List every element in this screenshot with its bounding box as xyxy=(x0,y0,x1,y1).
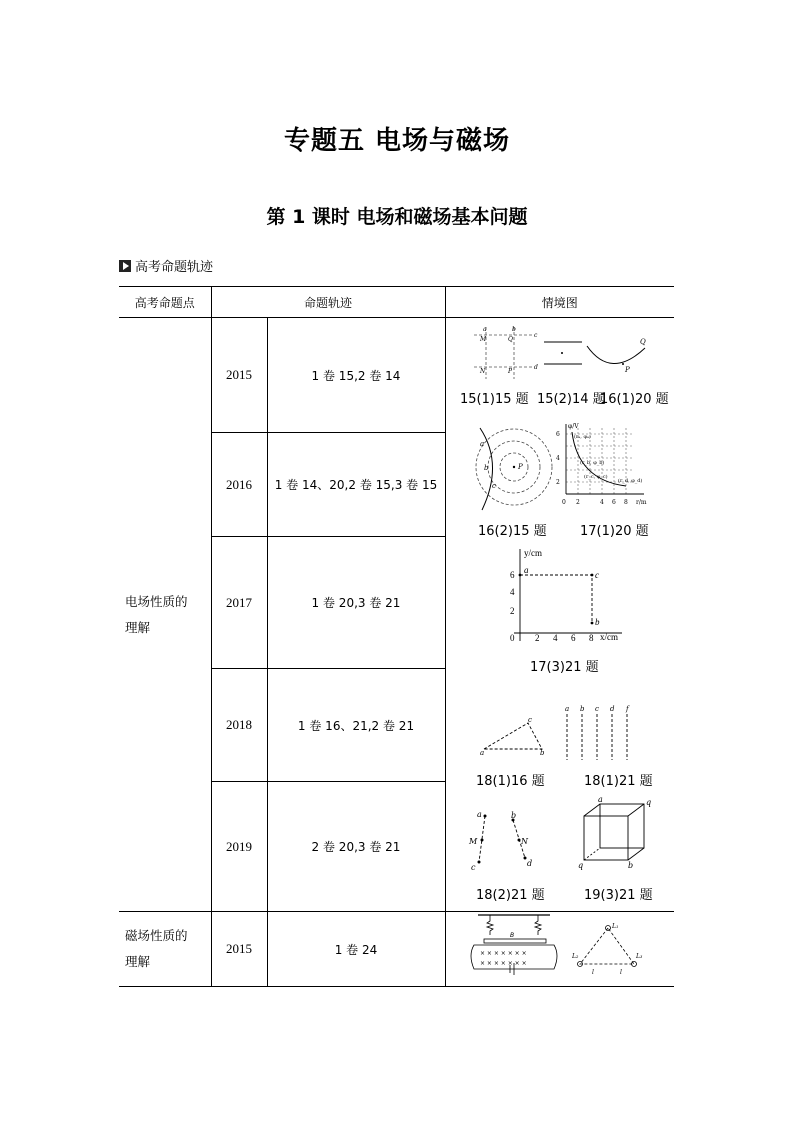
figure-16-1-20 xyxy=(583,334,653,378)
figure-15-1-15 xyxy=(470,325,540,383)
year-cell: 2018 xyxy=(211,669,267,782)
label-P: P xyxy=(518,463,523,471)
x-tick: 8 xyxy=(624,499,628,506)
caption-16-1-20: 16(1)20 题 xyxy=(600,392,669,407)
point-label: (r_c, φ_c) xyxy=(584,474,608,480)
label-M: M xyxy=(469,837,478,846)
label-d: d xyxy=(534,364,538,371)
label-a: a xyxy=(480,749,485,757)
point-c: c xyxy=(595,570,599,580)
label-q: q xyxy=(578,861,584,870)
figure-15-2-14 xyxy=(540,336,586,376)
track-cell: 1 卷 16、21,2 卷 21 xyxy=(267,669,445,782)
label-b: b xyxy=(484,464,489,472)
section-heading-label: 高考命题轨迹 xyxy=(135,260,214,275)
svg-text:× × × × × × ×: × × × × × × × xyxy=(480,950,527,957)
y-tick: 2 xyxy=(556,479,560,486)
x-axis-label: x/cm xyxy=(600,632,618,642)
x-tick: 6 xyxy=(571,633,576,643)
label-a: a xyxy=(565,705,570,713)
year-cell: 2017 xyxy=(211,537,267,669)
year-cell: 2015 xyxy=(211,318,267,433)
label-d: d xyxy=(527,859,533,868)
label-b: b xyxy=(580,705,585,713)
year-cell: 2016 xyxy=(211,433,267,537)
table-header-row xyxy=(119,287,674,318)
point-b: b xyxy=(595,617,600,627)
label-N: N xyxy=(480,368,486,375)
y-tick: 4 xyxy=(556,455,560,462)
point-label: (rₐ, φₐ) xyxy=(574,434,591,440)
x-tick: 8 xyxy=(589,633,594,643)
label-l: l xyxy=(620,969,622,976)
label-c: c xyxy=(595,705,599,713)
y-tick: 6 xyxy=(510,570,515,580)
figure-18-1-16 xyxy=(478,715,550,757)
label-L3: L₃ xyxy=(636,953,643,960)
y-tick: 6 xyxy=(556,431,560,438)
label-N: N xyxy=(521,837,528,846)
label-q: q xyxy=(646,798,652,807)
section-heading xyxy=(119,256,213,275)
y-axis-label: y/cm xyxy=(524,548,542,558)
label-d: d xyxy=(610,705,615,713)
figure-three-wires xyxy=(572,920,644,976)
track-cell: 1 卷 14、20,2 卷 15,3 卷 15 xyxy=(267,433,445,537)
x-tick: 0 xyxy=(510,633,515,643)
track-cell: 1 卷 15,2 卷 14 xyxy=(267,318,445,433)
x-tick: 4 xyxy=(600,499,604,506)
caption-17-3-21: 17(3)21 题 xyxy=(530,660,599,675)
figure-19-3-21 xyxy=(576,794,658,870)
label-Q: Q xyxy=(640,338,646,346)
point-a: a xyxy=(524,565,529,575)
caption-15-1-15: 15(1)15 题 xyxy=(460,392,529,407)
label-P: P xyxy=(508,368,513,375)
x-tick: 4 xyxy=(553,633,558,643)
label-c: c xyxy=(528,716,532,724)
header-topic: 高考命题点 xyxy=(119,287,211,318)
figure-17-3-21 xyxy=(502,545,632,645)
header-figure: 情境图 xyxy=(445,287,674,318)
track-cell: 1 卷 20,3 卷 21 xyxy=(267,537,445,669)
figure-magnetic-rail xyxy=(466,911,562,979)
figure-18-1-21 xyxy=(557,702,637,762)
lesson-title: 第 1 课时 电场和磁场基本问题 xyxy=(266,206,528,228)
label-a: a xyxy=(480,440,485,448)
label-f: f xyxy=(626,705,629,713)
caption-15-2-14: 15(2)14 题 xyxy=(537,392,606,407)
label-b: b xyxy=(511,811,517,820)
caption-18-2-21: 18(2)21 题 xyxy=(476,888,545,903)
point-label: (r_d, φ_d) xyxy=(618,478,643,484)
label-b: b xyxy=(628,861,634,870)
y-tick: 4 xyxy=(510,587,515,597)
year-cell: 2019 xyxy=(211,782,267,912)
label-c: c xyxy=(534,332,538,339)
header-track: 命题轨迹 xyxy=(211,287,445,318)
x-tick: 0 xyxy=(562,499,566,506)
label-c: c xyxy=(471,863,476,870)
play-triangle-icon xyxy=(119,260,131,272)
caption-19-3-21: 19(3)21 题 xyxy=(584,888,653,903)
label-c: c xyxy=(492,482,496,490)
label-a: a xyxy=(483,326,487,333)
point-label: (r_b, φ_b) xyxy=(580,460,605,466)
y-tick: 2 xyxy=(510,606,515,616)
track-cell: 2 卷 20,3 卷 21 xyxy=(267,782,445,912)
year-cell: 2015 xyxy=(211,912,267,987)
caption-16-2-15: 16(2)15 题 xyxy=(478,524,547,539)
caption-18-1-21: 18(1)21 题 xyxy=(584,774,653,789)
label-b: b xyxy=(512,326,516,333)
figure-18-2-21 xyxy=(465,808,537,870)
label-l: l xyxy=(592,969,594,976)
figure-17-1-20 xyxy=(552,420,652,512)
x-axis-label: r/m xyxy=(636,499,647,506)
label-a: a xyxy=(477,810,482,819)
topic-magnetic-field: 磁场性质的理解 xyxy=(119,912,211,987)
label-L1: L₁ xyxy=(612,923,619,930)
x-tick: 2 xyxy=(535,633,540,643)
label-b: b xyxy=(540,749,545,757)
page-title: 专题五 电场与磁场 xyxy=(283,126,511,156)
label-L2: L₂ xyxy=(572,953,579,960)
svg-text:× × × × × × ×: × × × × × × × xyxy=(480,960,527,967)
x-tick: 6 xyxy=(612,499,616,506)
caption-17-1-20: 17(1)20 题 xyxy=(580,524,649,539)
track-cell: 1 卷 24 xyxy=(267,912,445,987)
label-M: M xyxy=(480,336,487,343)
y-axis-label: φ/V xyxy=(568,423,579,430)
figure-16-2-15 xyxy=(474,424,560,514)
x-tick: 2 xyxy=(576,499,580,506)
label-B: B xyxy=(510,932,515,939)
label-P: P xyxy=(625,366,630,374)
topic-electric-field: 电场性质的理解 xyxy=(119,318,211,912)
caption-18-1-16: 18(1)16 题 xyxy=(476,774,545,789)
label-Q: Q xyxy=(508,336,513,343)
label-a: a xyxy=(598,795,603,804)
